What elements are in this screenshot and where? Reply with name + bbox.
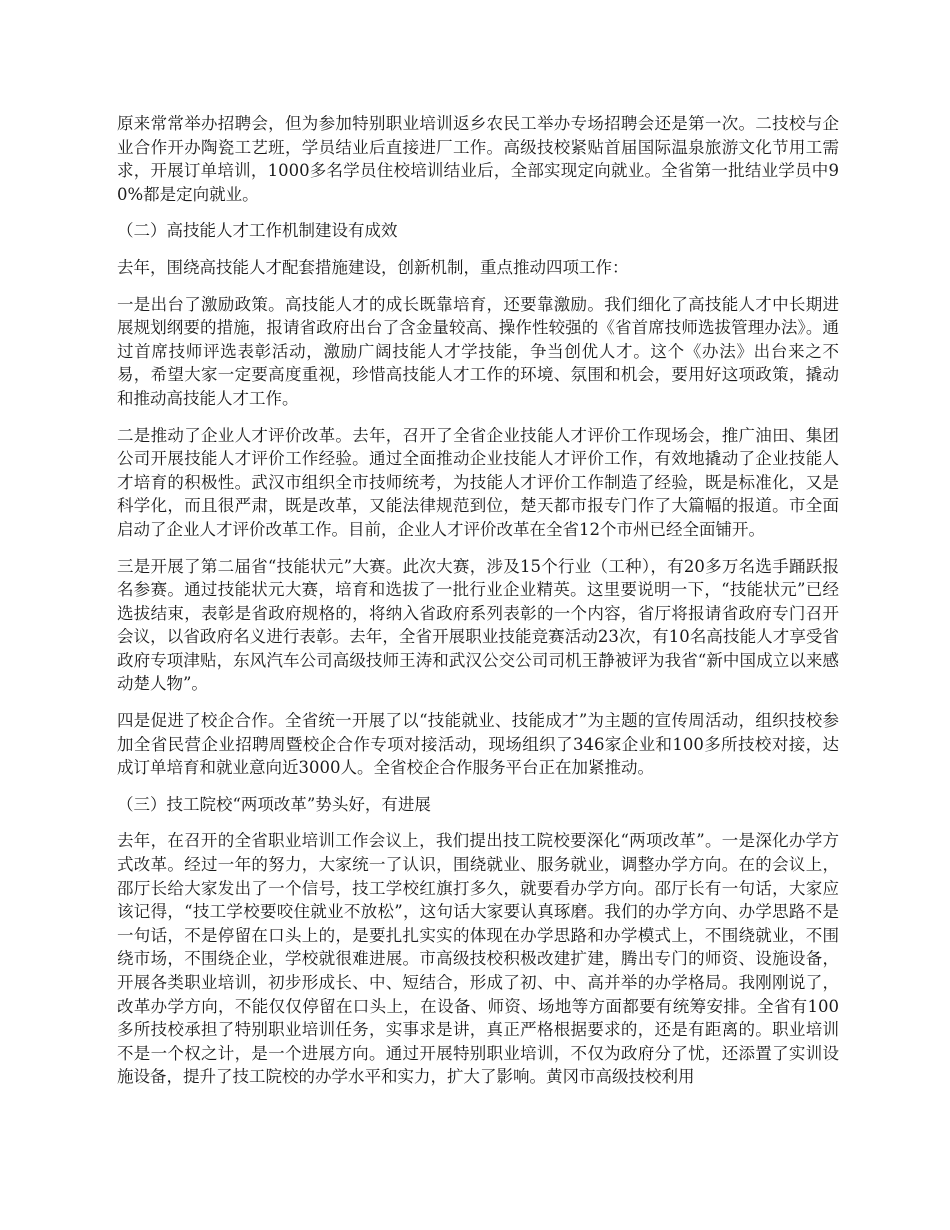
paragraph-item-1: 一是出台了激励政策。高技能人才的成长既靠培育，还要靠激励。我们细化了高技能人才中长期进展规划纲要的措施，报请省政府出台了含金量较高、操作性较强的《省首席技师选拔管理办法》。通过首席技师评选表彰活动，激励广阔技能人才学技能，争当创优人才。这个《办法》出台来之不易，希望大家一定要高度重视，珍惜高技能人才工作的环境、氛围和机会，要用好这项政策，撬动和推动高技能人才工作。 [117, 294, 839, 408]
paragraph-item-2: 二是推动了企业人才评价改革。去年，召开了全省企业技能人才评价工作现场会，推广油田、集团公司开展技能人才评价工作经验。通过全面推动企业技能人才评价工作，有效地撬动了企业技能人才培育的积极性。武汉市组织全市技师统考，为技能人才评价工作制造了经验，既是标准化，又是科学化，而且很严肃，既是改革，又能法律规范到位，楚天都市报专门作了大篇幅的报道。市全面启动了企业人才评价改革工作。目前，企业人才评价改革在全省12个市州已经全面铺开。 [117, 425, 839, 539]
paragraph-reform: 去年，在召开的全省职业培训工作会议上，我们提出技工院校要深化“两项改革”。一是深化办学方式改革。经过一年的努力，大家统一了认识，围绕就业、服务就业，调整办学方向。在的会议上，邵厅长给大家发出了一个信号，技工学校红旗打多久，就要看办学方向。邵厅长有一句话，大家应该记得，“技工学校要咬住就业不放松”，这句话大家要认真琢磨。我们的办学方向、办学思路不是一句话，不是停留在口头上的，是要扎扎实实的体现在办学思路和办学模式上，不围绕就业，不围绕市场，不围绕企业，学校就很难进展。市高级技校积极改建扩建，腾出专门的师资、设施设备，开展各类职业培训，初步形成长、中、短结合，形成了初、中、高并举的办学格局。我刚刚说了，改革办学方向，不能仅仅停留在口头上，在设备、师资、场地等方面都要有统筹安排。全省有100多所技校承担了特别职业培训任务，实事求是讲，真正严格根据要求的，还是有距离的。职业培训不是一个权之计，是一个进展方向。通过开展特别职业培训，不仅为政府分了忧，还添置了实训设施设备，提升了技工院校的办学水平和实力，扩大了影响。黄冈市高级技校利用 [117, 831, 839, 1087]
document-page [117, 112, 839, 1102]
paragraph-overview: 去年，围绕高技能人才配套措施建设，创新机制，重点推动四项工作： [117, 257, 629, 277]
section-heading-2: （二）高技能人才工作机制建设有成效 [117, 221, 398, 241]
paragraph-intro: 原来常常举办招聘会，但为参加特别职业培训返乡农民工举办专场招聘会还是第一次。二技校与企业合作开办陶瓷工艺班，学员结业后直接进厂工作。高级技校紧贴首届国际温泉旅游文化节用工需求，开展订单培训，1000多名学员住校培训结业后，全部实现定向就业。全省第一批结业学员中90%都是定向就业。 [117, 114, 839, 204]
paragraph-item-3: 三是开展了第二届省“技能状元”大赛。此次大赛，涉及15个行业（工种），有20多万名选手踊跃报名参赛。通过技能状元大赛，培育和选拔了一批行业企业精英。这里要说明一下，“技能状元”已经选拔结束，表彰是省政府规格的，将纳入省政府系列表彰的一个内容，省厅将报请省政府专门召开会议，以省政府名义进行表彰。去年，全省开展职业技能竞赛活动23次，有10名高技能人才享受省政府专项津贴，东风汽车公司高级技师王涛和武汉公交公司司机王静被评为我省“新中国成立以来感动楚人物”。 [117, 556, 839, 694]
section-heading-3: （三）技工院校“两项改革”势头好，有进展 [117, 794, 431, 814]
paragraph-item-4: 四是促进了校企合作。全省统一开展了以“技能就业、技能成才”为主题的宣传周活动，组织技校参加全省民营企业招聘周暨校企合作专项对接活动，现场组织了346家企业和100多所技校对接，达成订单培育和就业意向近3000人。全省校企合作服务平台正在加紧推动。 [117, 711, 839, 778]
